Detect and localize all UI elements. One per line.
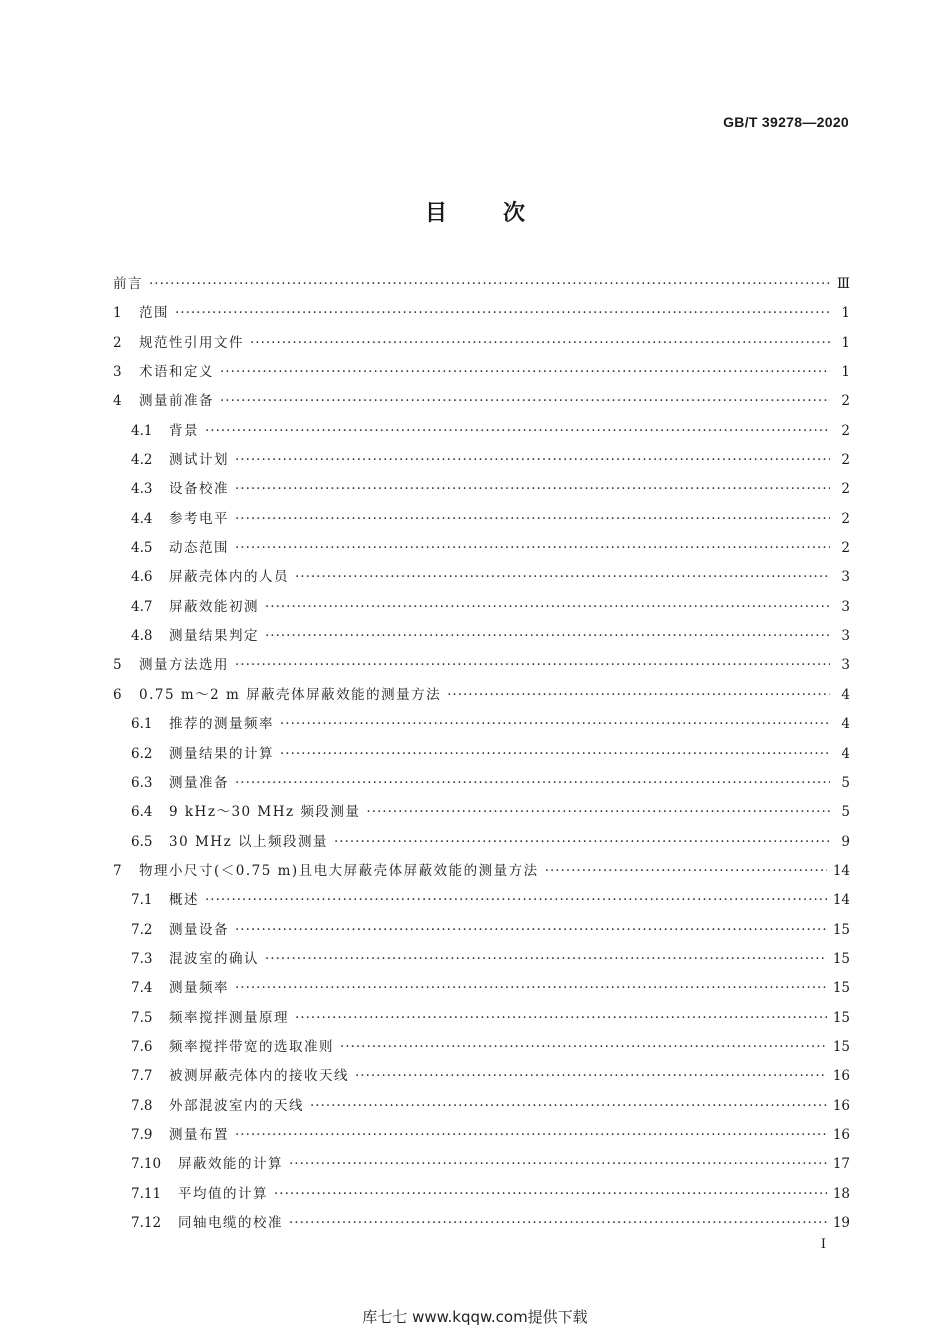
toc-entry-page: 4	[841, 745, 850, 762]
toc-entry-number: 4.5	[131, 540, 153, 557]
toc-leader-dots	[334, 828, 830, 857]
toc-entry-number: 7.10	[131, 1156, 162, 1173]
toc-entry-page: 2	[841, 510, 850, 527]
toc-entry-label: 混波室的确认	[169, 950, 259, 967]
toc-entry-label: 频率搅拌带宽的选取准则	[169, 1038, 334, 1055]
toc-entry-page: 3	[841, 628, 850, 645]
toc-entry-label: 测量前准备	[139, 393, 214, 410]
toc-entry[interactable]	[113, 358, 850, 387]
toc-entry-page: 4	[841, 686, 850, 703]
toc-entry[interactable]	[113, 387, 850, 416]
toc-entry[interactable]	[113, 593, 850, 622]
toc-entry[interactable]	[113, 769, 850, 798]
toc-leader-dots	[355, 1062, 827, 1091]
toc-leader-dots	[235, 916, 827, 945]
toc-entry-page: 15	[832, 1009, 850, 1026]
toc-leader-dots	[340, 1033, 827, 1062]
toc-entry-number: 7.12	[131, 1215, 162, 1231]
toc-entry-page: Ⅲ	[836, 276, 850, 292]
table-of-contents	[113, 270, 850, 1238]
toc-entry-label: 范围	[139, 305, 169, 322]
toc-leader-dots	[220, 387, 830, 416]
toc-entry-label: 屏蔽壳体内的人员	[169, 569, 289, 586]
toc-entry-number: 7.7	[131, 1068, 153, 1085]
toc-leader-dots	[545, 857, 827, 886]
toc-entry-label: 平均值的计算	[178, 1185, 268, 1202]
toc-leader-dots	[235, 651, 830, 680]
toc-entry-page: 16	[832, 1097, 850, 1114]
toc-entry-label: 推荐的测量频率	[169, 716, 274, 733]
toc-entry-page: 2	[841, 422, 850, 439]
toc-leader-dots	[220, 358, 830, 387]
toc-entry-number: 4.6	[131, 569, 153, 586]
toc-entry-label: 测量结果判定	[169, 628, 259, 645]
toc-entry[interactable]	[113, 1033, 850, 1062]
toc-entry-page: 16	[832, 1126, 850, 1143]
toc-entry-page: 1	[841, 305, 850, 322]
toc-entry-label: 前言	[113, 276, 143, 292]
toc-entry-page: 2	[841, 393, 850, 410]
toc-entry-page: 14	[832, 892, 850, 909]
toc-leader-dots	[280, 740, 830, 769]
page-number: I	[820, 1237, 826, 1252]
toc-entry-page: 1	[841, 334, 850, 351]
toc-entry-number: 3	[113, 364, 122, 381]
toc-entry[interactable]	[113, 505, 850, 534]
toc-entry[interactable]	[113, 1209, 850, 1238]
toc-leader-dots	[235, 475, 830, 504]
toc-entry-label: 概述	[169, 892, 199, 909]
toc-entry[interactable]	[113, 828, 850, 857]
toc-entry-label: 0.75 m～2 m 屏蔽壳体屏蔽效能的测量方法	[139, 686, 442, 703]
toc-leader-dots	[274, 1180, 827, 1209]
toc-leader-dots	[235, 446, 830, 475]
toc-entry[interactable]	[113, 886, 850, 915]
watermark-text: 库七七 www.kqqw.com提供下载	[362, 1308, 588, 1326]
toc-entry-label: 规范性引用文件	[139, 334, 244, 351]
toc-entry-number: 4.3	[131, 481, 153, 498]
toc-leader-dots	[235, 769, 830, 798]
toc-entry-label: 屏蔽效能初测	[169, 598, 259, 615]
toc-entry-number: 2	[113, 334, 122, 351]
toc-entry[interactable]	[113, 446, 850, 475]
page-title: 目次	[424, 201, 581, 226]
toc-entry[interactable]	[113, 299, 850, 328]
toc-leader-dots	[250, 329, 830, 358]
toc-entry[interactable]	[113, 681, 850, 710]
toc-entry[interactable]	[113, 1180, 850, 1209]
toc-entry-number: 7.11	[131, 1185, 162, 1202]
toc-entry-label: 外部混波室内的天线	[169, 1097, 304, 1114]
toc-entry-page: 1	[841, 364, 850, 381]
toc-entry-page: 15	[832, 950, 850, 967]
toc-leader-dots	[175, 299, 830, 328]
toc-entry[interactable]	[113, 651, 850, 680]
toc-entry-label: 频率搅拌测量原理	[169, 1009, 289, 1026]
toc-leader-dots	[295, 563, 830, 592]
toc-entry[interactable]	[113, 710, 850, 739]
toc-entry-label: 设备校准	[169, 481, 229, 498]
toc-entry-number: 4.7	[131, 598, 153, 615]
toc-leader-dots	[366, 798, 830, 827]
toc-entry-number: 7.6	[131, 1038, 153, 1055]
toc-entry-page: 3	[841, 657, 850, 674]
toc-entry[interactable]	[113, 563, 850, 592]
toc-leader-dots	[265, 945, 827, 974]
toc-entry-page: 15	[832, 921, 850, 938]
toc-entry[interactable]	[113, 974, 850, 1003]
toc-leader-dots	[235, 505, 830, 534]
toc-entry-page: 19	[832, 1215, 850, 1231]
toc-entry-label: 物理小尺寸(＜0.75 m)且电大屏蔽壳体屏蔽效能的测量方法	[139, 862, 539, 879]
toc-entry-number: 6.4	[131, 804, 153, 821]
toc-entry-number: 4.4	[131, 510, 153, 527]
toc-entry[interactable]	[113, 534, 850, 563]
toc-leader-dots	[235, 1121, 827, 1150]
toc-entry-label: 被测屏蔽壳体内的接收天线	[169, 1068, 349, 1085]
toc-entry-number: 7.3	[131, 950, 153, 967]
toc-entry[interactable]	[113, 417, 850, 446]
toc-entry-page: 15	[832, 1038, 850, 1055]
toc-entry[interactable]	[113, 740, 850, 769]
toc-entry-number: 6.2	[131, 745, 153, 762]
toc-entry-number: 7.5	[131, 1009, 153, 1026]
toc-entry-page: 18	[832, 1185, 850, 1202]
toc-entry[interactable]	[113, 270, 850, 299]
toc-entry-number: 7	[113, 862, 122, 879]
standard-number: GB/T 39278—2020	[723, 114, 849, 130]
toc-entry-number: 6.5	[131, 833, 153, 850]
toc-entry-label: 同轴电缆的校准	[178, 1215, 283, 1231]
toc-entry[interactable]	[113, 945, 850, 974]
toc-entry-page: 2	[841, 540, 850, 557]
toc-entry-number: 7.8	[131, 1097, 153, 1114]
toc-leader-dots	[280, 710, 830, 739]
toc-entry-label: 测量设备	[169, 921, 229, 938]
toc-entry-number: 4	[113, 393, 122, 410]
toc-entry-number: 4.1	[131, 422, 153, 439]
toc-entry[interactable]	[113, 1150, 850, 1179]
toc-entry[interactable]	[113, 1004, 850, 1033]
toc-entry-label: 背景	[169, 422, 199, 439]
toc-entry-label: 屏蔽效能的计算	[178, 1156, 283, 1173]
toc-entry-label: 参考电平	[169, 510, 229, 527]
toc-leader-dots	[235, 974, 827, 1003]
toc-entry-page: 14	[832, 862, 850, 879]
toc-leader-dots	[289, 1150, 827, 1179]
toc-entry-label: 测试计划	[169, 452, 229, 469]
toc-entry-page: 9	[841, 833, 850, 850]
toc-entry[interactable]	[113, 1092, 850, 1121]
toc-entry-page: 17	[832, 1156, 850, 1173]
toc-entry-label: 测量结果的计算	[169, 745, 274, 762]
toc-entry-page: 5	[841, 804, 850, 821]
toc-leader-dots	[289, 1209, 827, 1238]
toc-entry-number: 1	[113, 305, 122, 322]
toc-entry-number: 7.4	[131, 980, 153, 997]
toc-leader-dots	[265, 622, 830, 651]
toc-leader-dots	[310, 1092, 827, 1121]
toc-entry-number: 6.1	[131, 716, 153, 733]
toc-entry-label: 测量频率	[169, 980, 229, 997]
toc-entry-page: 2	[841, 452, 850, 469]
toc-entry[interactable]	[113, 798, 850, 827]
toc-entry[interactable]	[113, 329, 850, 358]
toc-leader-dots	[205, 886, 827, 915]
toc-leader-dots	[205, 417, 830, 446]
toc-entry[interactable]	[113, 475, 850, 504]
toc-entry-label: 测量准备	[169, 774, 229, 791]
toc-leader-dots	[447, 681, 830, 710]
toc-entry-number: 4.2	[131, 452, 153, 469]
toc-entry-page: 16	[832, 1068, 850, 1085]
toc-leader-dots	[295, 1004, 827, 1033]
toc-entry-label: 30 MHz 以上频段测量	[169, 833, 328, 850]
toc-entry-number: 7.1	[131, 892, 153, 909]
toc-leader-dots	[235, 534, 830, 563]
toc-entry[interactable]	[113, 1121, 850, 1150]
toc-entry-page: 4	[841, 716, 850, 733]
toc-entry-page: 3	[841, 569, 850, 586]
toc-entry-number: 6.3	[131, 774, 153, 791]
toc-entry-label: 动态范围	[169, 540, 229, 557]
toc-entry-page: 3	[841, 598, 850, 615]
toc-entry-label: 测量方法选用	[139, 657, 229, 674]
toc-entry-number: 7.9	[131, 1126, 153, 1143]
toc-leader-dots	[265, 593, 830, 622]
toc-entry-number: 7.2	[131, 921, 153, 938]
toc-entry[interactable]	[113, 857, 850, 886]
toc-entry-number: 6	[113, 686, 122, 703]
toc-entry-number: 4.8	[131, 628, 153, 645]
toc-entry-label: 术语和定义	[139, 364, 214, 381]
toc-entry-page: 15	[832, 980, 850, 997]
toc-entry-label: 9 kHz～30 MHz 频段测量	[169, 804, 361, 821]
toc-entry[interactable]	[113, 622, 850, 651]
toc-entry-label: 测量布置	[169, 1126, 229, 1143]
toc-entry[interactable]	[113, 1062, 850, 1091]
toc-entry-number: 5	[113, 657, 122, 674]
toc-entry[interactable]	[113, 916, 850, 945]
toc-entry-page: 2	[841, 481, 850, 498]
toc-leader-dots	[149, 270, 830, 299]
toc-entry-page: 5	[841, 774, 850, 791]
